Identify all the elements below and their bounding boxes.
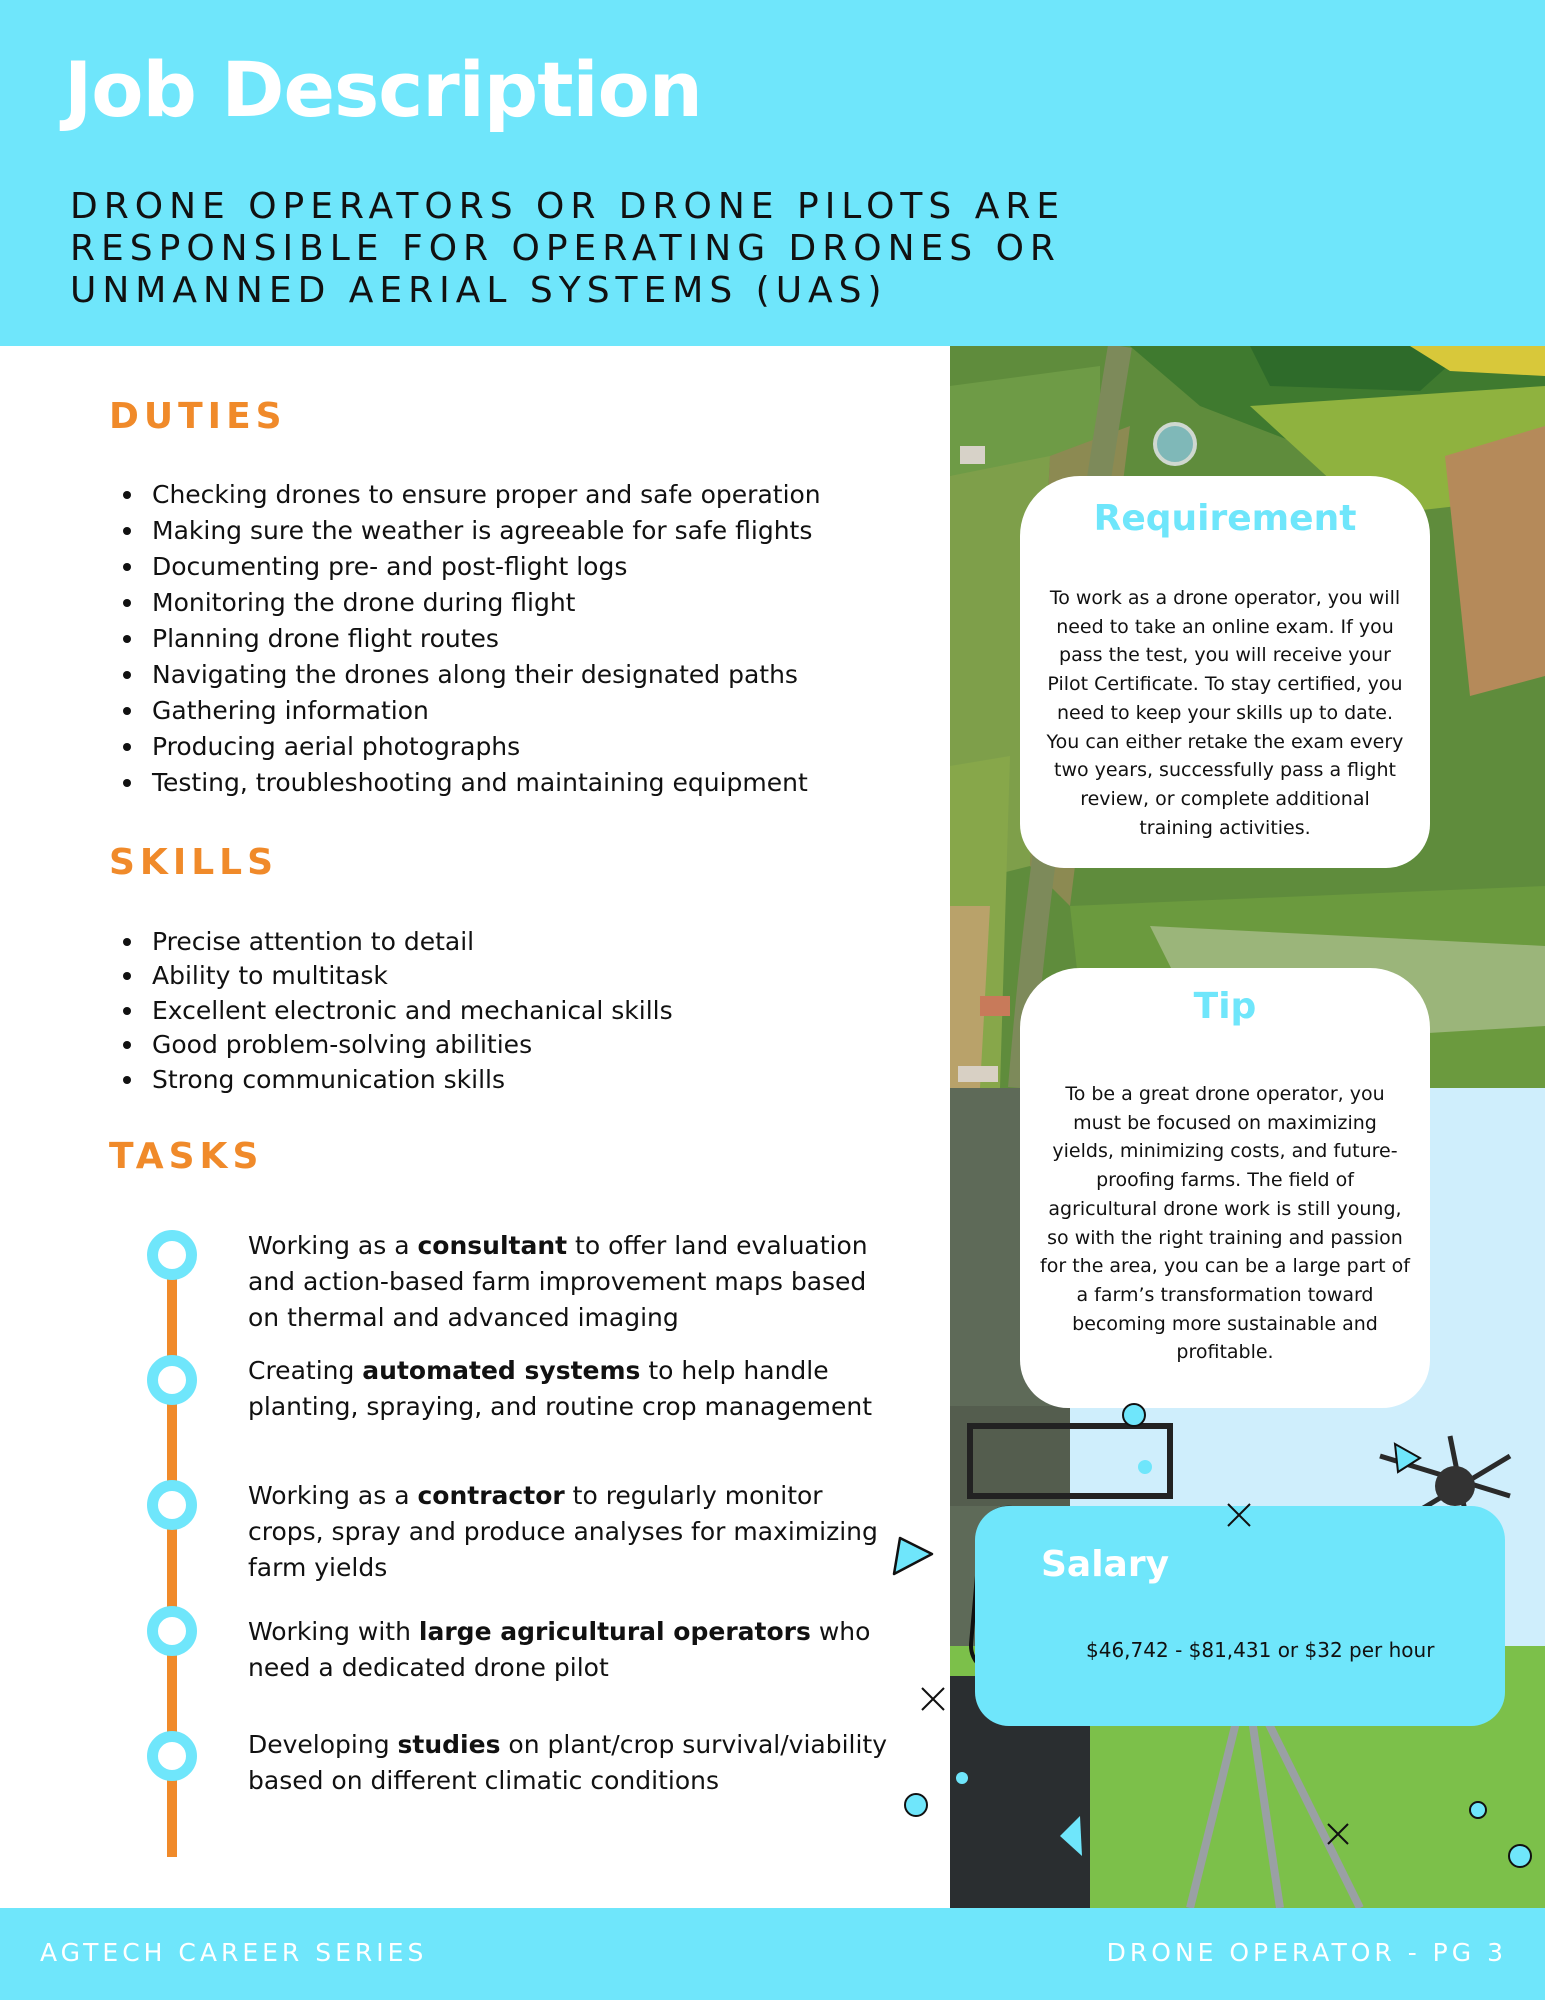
decoration-shapes (880, 1530, 960, 1890)
page-subtitle (70, 186, 1230, 312)
task-item: Working with large agricultural operators who need a dedicated drone pilot (248, 1617, 871, 1682)
requirement-text: To work as a drone operator, you will need to take an online exam. If you pass the test, you will receive your Pilot Certificate. To stay certified, you need to keep your skills up to date. You can either retake the exam every two years, successfully pass a flight review, or complete additional training activities. (1046, 587, 1404, 839)
list-item: Gathering information (123, 693, 821, 729)
tip-title: Tip (1193, 986, 1257, 1027)
triangle-icon (894, 1538, 932, 1574)
list-item: Producing aerial photographs (123, 729, 821, 765)
tasks-heading: TASKS (109, 1136, 264, 1177)
tip-card (1020, 968, 1430, 1408)
sparkle-icon (1328, 1824, 1348, 1844)
timeline-node (147, 1480, 197, 1530)
task-item: Working as a contractor to regularly monitor crops, spray and produce analyses for maximizing farm yields (248, 1481, 878, 1582)
subtitle-line: DRONE OPERATORS OR DRONE PILOTS ARE (70, 186, 1066, 227)
photo-panel (950, 346, 1545, 1908)
list-item: Monitoring the drone during flight (123, 585, 821, 621)
list-item: Good problem-solving abilities (123, 1028, 673, 1062)
list-item: Precise attention to detail (123, 925, 673, 959)
salary-text: $46,742 - $81,431 or $32 per hour (1086, 1638, 1435, 1662)
sparkle-icon (1228, 1504, 1250, 1526)
task-item: Developing studies on plant/crop survival/viability based on different climatic conditions (248, 1730, 888, 1795)
header-banner (0, 0, 1545, 346)
requirement-card (1020, 476, 1430, 868)
series-label: AGTECH CAREER SERIES (40, 1938, 428, 1967)
task-item: Creating automated systems to help handle planting, spraying, and routine crop management (248, 1356, 872, 1421)
timeline-node (147, 1606, 197, 1656)
timeline-node (147, 1731, 197, 1781)
photo-decorations (950, 1366, 1545, 1906)
salary-title: Salary (1041, 1544, 1170, 1585)
list-item: Excellent electronic and mechanical skills (123, 994, 673, 1028)
duties-heading: DUTIES (109, 396, 287, 437)
list-item: Checking drones to ensure proper and safe operation (123, 477, 821, 513)
timeline-node (147, 1230, 197, 1280)
subtitle-line: UNMANNED AERIAL SYSTEMS (UAS) (70, 270, 888, 311)
dot-icon (1470, 1802, 1486, 1818)
dot-icon (956, 1772, 968, 1784)
page-title: Job Description (64, 45, 702, 134)
dot-icon (905, 1794, 927, 1816)
page-label: DRONE OPERATOR - PG 3 (1106, 1938, 1507, 1967)
timeline-node (147, 1355, 197, 1405)
skills-list (123, 925, 673, 1097)
triangle-icon (1060, 1816, 1082, 1856)
sparkle-icon (922, 1688, 944, 1710)
tip-text: To be a great drone operator, you must be focused on maximizing yields, minimizing costs, and future-proofing farms. The field of agricultural drone work is still young, so with the right training and passion for the area, you can be a large part of a farm’s transformation toward becoming more sustainable and profitable. (1040, 1083, 1410, 1364)
list-item: Strong communication skills (123, 1063, 673, 1097)
dot-icon (1123, 1404, 1145, 1426)
list-item: Ability to multitask (123, 959, 673, 993)
skills-heading: SKILLS (109, 842, 279, 883)
requirement-title: Requirement (1093, 498, 1357, 539)
subtitle-line: RESPONSIBLE FOR OPERATING DRONES OR (70, 228, 1061, 269)
list-item: Testing, troubleshooting and maintaining equipment (123, 765, 821, 801)
list-item: Navigating the drones along their designated paths (123, 657, 821, 693)
dot-icon (1509, 1845, 1531, 1867)
list-item: Documenting pre- and post-flight logs (123, 549, 821, 585)
footer-banner (0, 1908, 1545, 2000)
list-item: Making sure the weather is agreeable for safe flights (123, 513, 821, 549)
task-item: Working as a consultant to offer land evaluation and action-based farm improvement maps based on thermal and advanced imaging (248, 1231, 868, 1332)
dot-icon (1138, 1460, 1152, 1474)
triangle-icon (1395, 1444, 1420, 1472)
list-item: Planning drone flight routes (123, 621, 821, 657)
duties-list (123, 477, 821, 801)
